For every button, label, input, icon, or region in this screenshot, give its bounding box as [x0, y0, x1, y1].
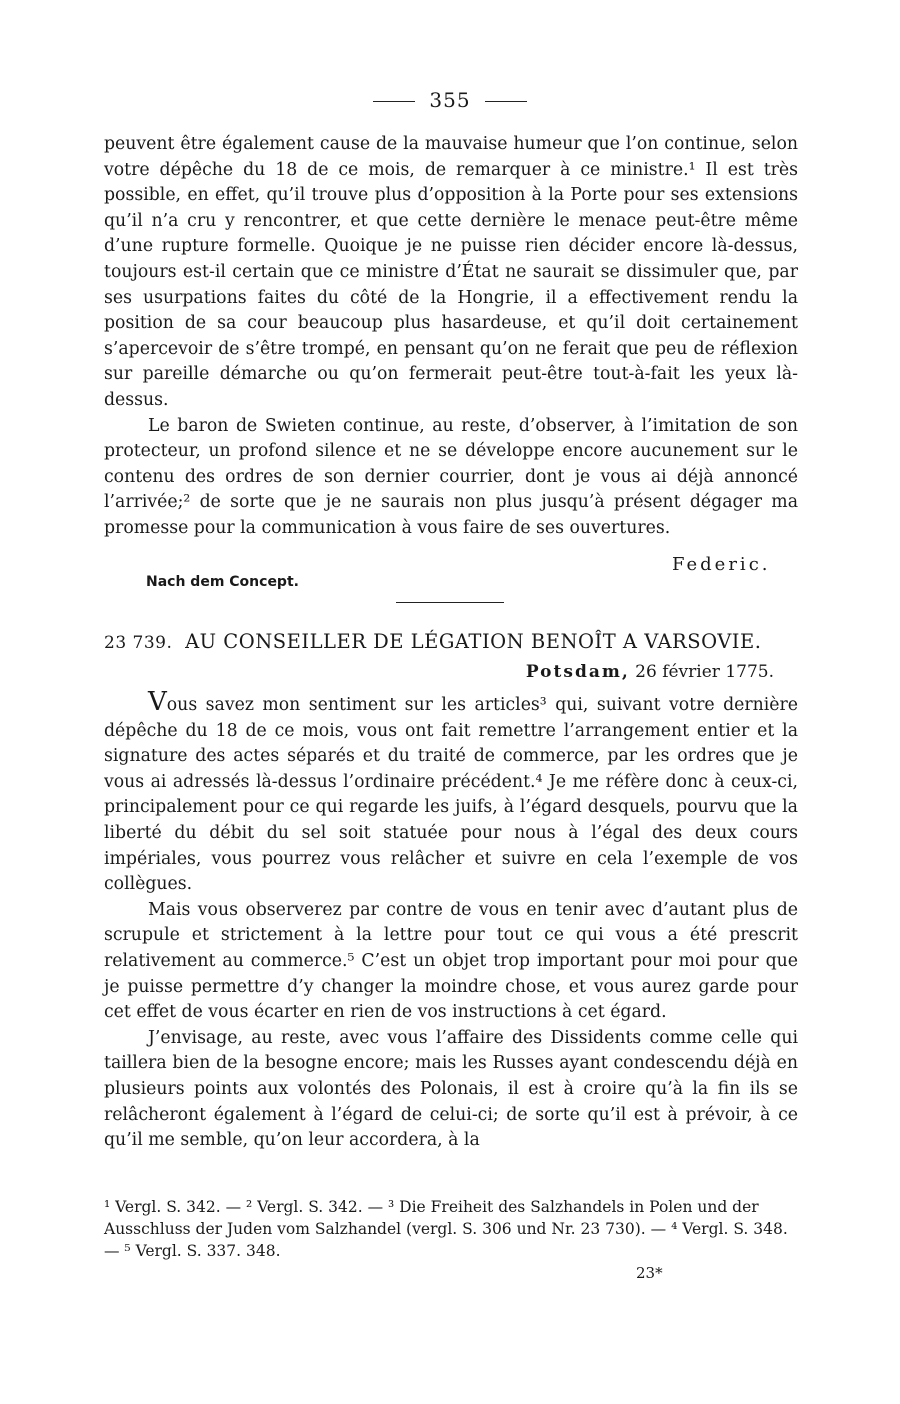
letter-heading [104, 630, 804, 653]
paragraph: Mais vous observerez par contre de vous en tenir avec d’autant plus de scrupule et strictement à la lettre pour tout ce qui vous a été prescrit relativement au commerce.⁵ C’est un objet trop important pour moi pour que je puisse permettre d’y changer la moindre chose, et vous aurez garde pour cet effet de vous écarter en rien de vos instructions à cet égard. [104, 899, 798, 1023]
paragraph-text: ous savez mon sentiment sur les articles³ qui, suivant votre dernière dépêche du 18 de ce mois, vous ont fait remettre l’arrangement entier et la signature des actes séparés et du traité de commerce, par les ordres que je vous ai adressés là-dessus l’ordinaire précédent.⁴ Je me réfère donc à ceux-ci, principalement pour ce qui regarde les juifs, à l’égard desquels, pourvu que la liberté du débit du sel soit statuée pour nous à l’égal des deux cours impériales, vous pourrez vous relâcher et suivre en cela l’exemple de vos collègues. [104, 695, 798, 895]
initial-letter: V [148, 687, 167, 717]
date: 26 février 1775. [635, 662, 774, 682]
header-dash-left [373, 101, 415, 102]
letter-continuation [104, 132, 798, 542]
header-dash-right [485, 101, 527, 102]
page-number: 355 [429, 88, 471, 112]
paragraph: peuvent être également cause de la mauvaise humeur que l’on continue, selon votre dépêche du 18 de ce mois, de remarquer à ce ministre.¹ Il est très possible, en effet, qu’il trouve plus d’opposition à la Porte pour ses extensions qu’il n’a cru y rencontrer, et que cette dernière le menace peut-être même d’une rupture formelle. Quoique je ne puisse rien décider encore là-dessus, toujours est-il certain que ce ministre d’État ne saurait se dissimuler que, par ses usurpations faites du côté de la Hongrie, il a effectivement rendu la position de sa cour beaucoup plus hasardeuse, et qu’il doit certainement s’apercevoir de s’être trompé, en pensant qu’on ne ferait que peu de réflexion sur pareille démarche ou qu’on fermerait peut-être tout-à-fait les yeux là-dessus. [104, 134, 798, 410]
place-date [526, 662, 774, 682]
paragraph: Le baron de Swieten continue, au reste, d’observer, à l’imitation de son protecteur, un profond silence et ne se développe encore aucunement sur le contenu des ordres de son dernier courrier, dont je vous ai déjà annoncé l’arrivée;² de sorte que je ne saurais non plus jusqu’à présent dégager ma promesse pour la communication à vous faire de ses ouvertures. [104, 415, 798, 538]
paragraph: J’envisage, au reste, avec vous l’affaire des Dissidents comme celle qui taillera bien de la besogne encore; mais les Russes ayant condescendu déjà en plusieurs points aux volontés des Polonais, il est à croire qu’à la fin ils se relâcheront également à l’égard de celui-ci; de sorte qu’il est à prévoir, à ce qu’il me semble, qu’on leur accordera, à la [104, 1027, 798, 1151]
footnotes: ¹ Vergl. S. 342. — ² Vergl. S. 342. — ³ Die Freiheit des Salzhandels in Polen und der Ausschluss der Juden vom Salzhandel (vergl. S. 306 und Nr. 23 730). — ⁴ Vergl. S. 348. — ⁵ Vergl. S. 337. 348. [104, 1198, 788, 1260]
section-divider [396, 602, 504, 603]
sheet-mark: 23* [636, 1264, 663, 1282]
signature: Federic. [672, 554, 771, 575]
paragraph [104, 687, 798, 898]
place: Potsdam, [525, 662, 630, 682]
letter-body [104, 687, 798, 1154]
letter-number: 23 739. [104, 633, 173, 653]
letter-title: AU CONSEILLER DE LÉGATION BENOÎT A VARSOVIE. [185, 630, 762, 653]
page-header [0, 88, 900, 112]
source-note: Nach dem Concept. [146, 574, 299, 590]
